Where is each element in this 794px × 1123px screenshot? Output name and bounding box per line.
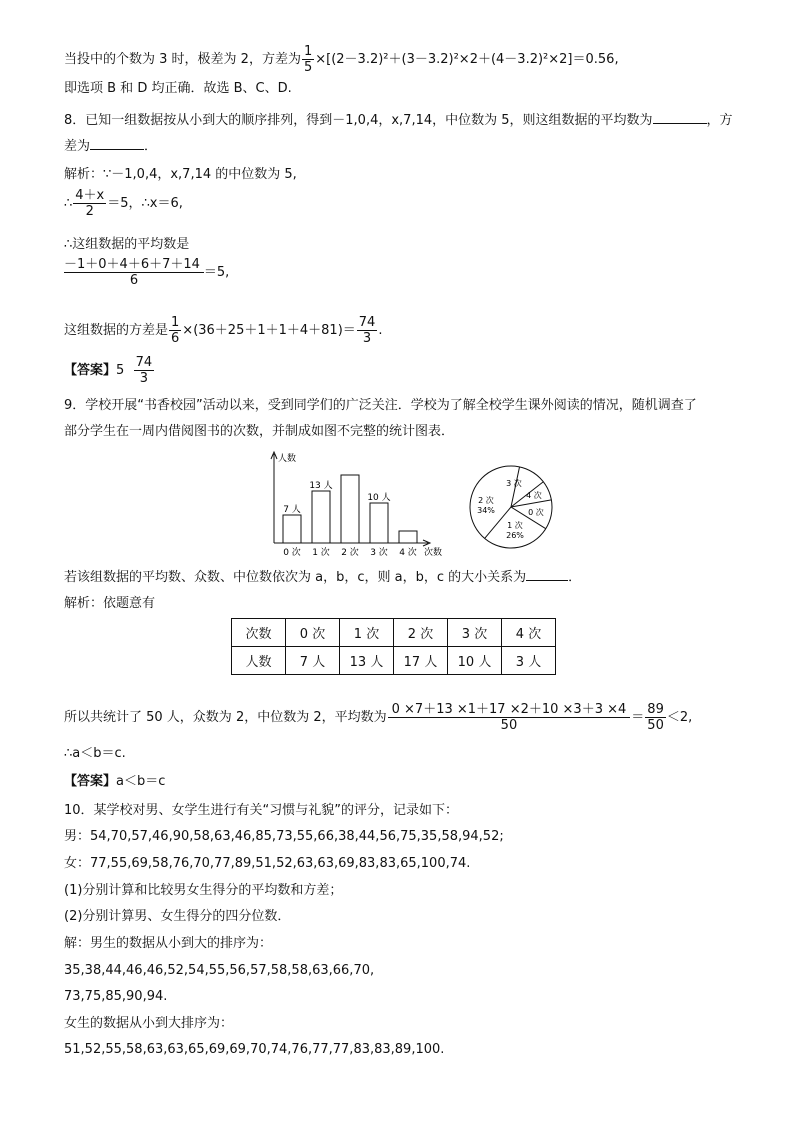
q10-male-scores: 男：54,70,57,46,90,58,63,46,85,73,55,66,38,44,56,75,35,58,94,52; (64, 829, 504, 844)
q10-female-heading: 女生的数据从小到大排序为： (64, 1016, 234, 1031)
table-row (232, 619, 556, 647)
conclusion-line: 即选项 B 和 D 均正确．故选 B、C、D. (64, 81, 292, 96)
q10-sol-heading: 解：男生的数据从小到大的排序为： (64, 936, 273, 951)
sol9-line-2: ∴a＜b＝c. (64, 746, 126, 761)
text: ＝5, (203, 265, 230, 280)
slice-percent: 26% (506, 531, 524, 540)
q8-text-end: ，方 (706, 113, 733, 128)
q8-line-a (64, 111, 733, 130)
numerator: 74 (135, 355, 153, 370)
sol8-line-1: 解析：∵－1,0,4，x,7,14 的中位数为 5, (64, 167, 297, 182)
therefore: ∴ (64, 196, 73, 211)
tick-label: 0 次 (283, 548, 301, 558)
slice-label: 4 次 (526, 491, 542, 500)
q10-male-sorted-1: 35,38,44,46,46,52,54,55,56,57,58,58,63,66,70, (64, 963, 375, 978)
table-cell: 13 人 (340, 647, 394, 675)
numerator: 74 (358, 315, 376, 330)
fraction (357, 315, 378, 346)
bar-chart (262, 450, 452, 558)
fraction (64, 257, 204, 288)
q10-part-1: (1)分别计算和比较男女生得分的平均数和方差； (64, 883, 343, 898)
answer-label: 【答案】 (64, 774, 117, 789)
table-cell: 2 次 (394, 619, 448, 647)
sol8-line-5 (64, 315, 382, 346)
tick-label: 1 次 (312, 548, 330, 558)
sol8-answer (64, 355, 155, 386)
numerator: 4＋x (75, 188, 105, 203)
table-cell: 4 次 (502, 619, 556, 647)
denominator: 6 (171, 331, 180, 346)
pie-chart (468, 464, 554, 550)
q10-line-1: 10．某学校对男、女学生进行有关“习惯与礼貌”的评分，记录如下： (64, 803, 459, 818)
text: 这组数据的方差是 (64, 323, 169, 338)
answer-blank (526, 568, 568, 581)
answer-blank (653, 111, 707, 124)
numerator: 1 (171, 315, 180, 330)
bar (312, 491, 330, 543)
data-label: 13 人 (309, 481, 333, 491)
table-cell: 次数 (232, 619, 286, 647)
numerator: 89 (647, 702, 664, 717)
denominator: 6 (129, 273, 139, 288)
q9-line-a: 9．学校开展“书香校园”活动以来，受到同学们的广泛关注．学校为了解全校学生课外阅读的情况，随机调查了 (64, 398, 697, 413)
slice-label: 1 次 (507, 521, 523, 530)
table-row (232, 647, 556, 675)
frequency-table (231, 618, 556, 675)
q9-text-end: ． (568, 570, 582, 585)
answer-label: 【答案】 (64, 363, 117, 378)
q10-female-scores: 女：77,55,69,58,76,70,77,89,51,52,63,63,69,83,83,65,100,74. (64, 856, 471, 871)
sol9-answer (64, 773, 165, 791)
sol9-line-1 (64, 702, 692, 733)
denominator: 50 (500, 718, 518, 733)
q8-text-end: ． (144, 139, 158, 154)
denominator: 5 (303, 60, 313, 75)
q8-text: 8．已知一组数据按从小到大的顺序排列，得到－1,0,4，x,7,14，中位数为 5，则这组数据的平均数为 (64, 113, 653, 128)
fraction (73, 188, 106, 219)
table-cell: 人数 (232, 647, 286, 675)
bar (399, 531, 417, 543)
data-label: 7 人 (283, 505, 301, 515)
fraction (645, 702, 666, 733)
fraction (302, 44, 314, 75)
q10-part-2: (2)分别计算男、女生得分的四分位数． (64, 909, 291, 924)
slice-label: 2 次 (478, 496, 494, 505)
bar (283, 515, 301, 543)
q10-female-sorted: 51,52,55,58,63,63,65,69,69,70,74,76,77,77,83,83,89,100. (64, 1042, 445, 1057)
q8-text: 差为 (64, 139, 91, 154)
table-cell: 1 次 (340, 619, 394, 647)
numerator: －1＋0＋4＋6＋7＋14 (64, 257, 204, 273)
denominator: 3 (362, 331, 372, 346)
data-label: 10 人 (367, 493, 391, 503)
q10-male-sorted-2: 73,75,85,90,94. (64, 989, 168, 1004)
table-cell: 17 人 (394, 647, 448, 675)
denominator: 3 (139, 371, 148, 386)
slice-percent: 34% (477, 506, 495, 515)
sol8-line-4 (64, 257, 229, 288)
text: ＜2, (666, 710, 693, 725)
fraction (134, 355, 155, 386)
sol8-line-2 (64, 188, 183, 219)
bar (370, 503, 388, 543)
y-axis-label: 人数 (278, 454, 297, 464)
denominator: 2 (85, 204, 94, 219)
table-cell: 0 次 (286, 619, 340, 647)
slice-label: 3 次 (506, 479, 522, 488)
text: ×[(2－3.2)²＋(3－3.2)²×2＋(4－3.2)²×2]＝0.56, (315, 52, 619, 67)
q9-line-c (64, 568, 581, 587)
numerator: 1 (303, 44, 313, 59)
text: 当投中的个数为 3 时，极差为 2，方差为 (64, 52, 301, 67)
denominator: 50 (647, 718, 664, 733)
answer-value: 5 (116, 363, 125, 378)
fraction (388, 702, 631, 733)
tick-label: 3 次 (370, 548, 388, 558)
text: . (378, 323, 383, 338)
numerator: 0 ×7＋13 ×1＋17 ×2＋10 ×3＋3 ×4 (388, 702, 631, 718)
answer-blank (90, 137, 144, 150)
q9-text: 若该组数据的平均数、众数、中位数依次为 a，b，c，则 a，b，c 的大小关系为 (64, 570, 527, 585)
table-cell: 3 次 (448, 619, 502, 647)
text: 所以共统计了 50 人，众数为 2，中位数为 2，平均数为 (64, 710, 387, 725)
q9-line-b: 部分学生在一周内借阅图书的次数，并制成如图不完整的统计图表． (64, 424, 455, 439)
slice-label: 0 次 (528, 508, 544, 517)
sol8-line-3: ∴这组数据的平均数是 (64, 237, 190, 252)
table-cell: 3 人 (502, 647, 556, 675)
table-cell: 7 人 (286, 647, 340, 675)
sol9-label: 解析：依题意有 (64, 596, 156, 611)
text: ＝5，∴x＝6, (107, 196, 183, 211)
fraction (169, 315, 181, 346)
tick-label: 2 次 (341, 548, 359, 558)
bar (341, 475, 359, 543)
text: ＝ (631, 710, 645, 725)
answer-value: a＜b＝c (116, 774, 166, 789)
tick-label: 4 次 (399, 548, 417, 558)
table-cell: 10 人 (448, 647, 502, 675)
x-axis-label: 次数 (424, 548, 443, 558)
text: ×(36＋25＋1＋1＋4＋81)＝ (182, 323, 356, 338)
q8-line-b (64, 137, 157, 156)
variance-line (64, 44, 619, 75)
